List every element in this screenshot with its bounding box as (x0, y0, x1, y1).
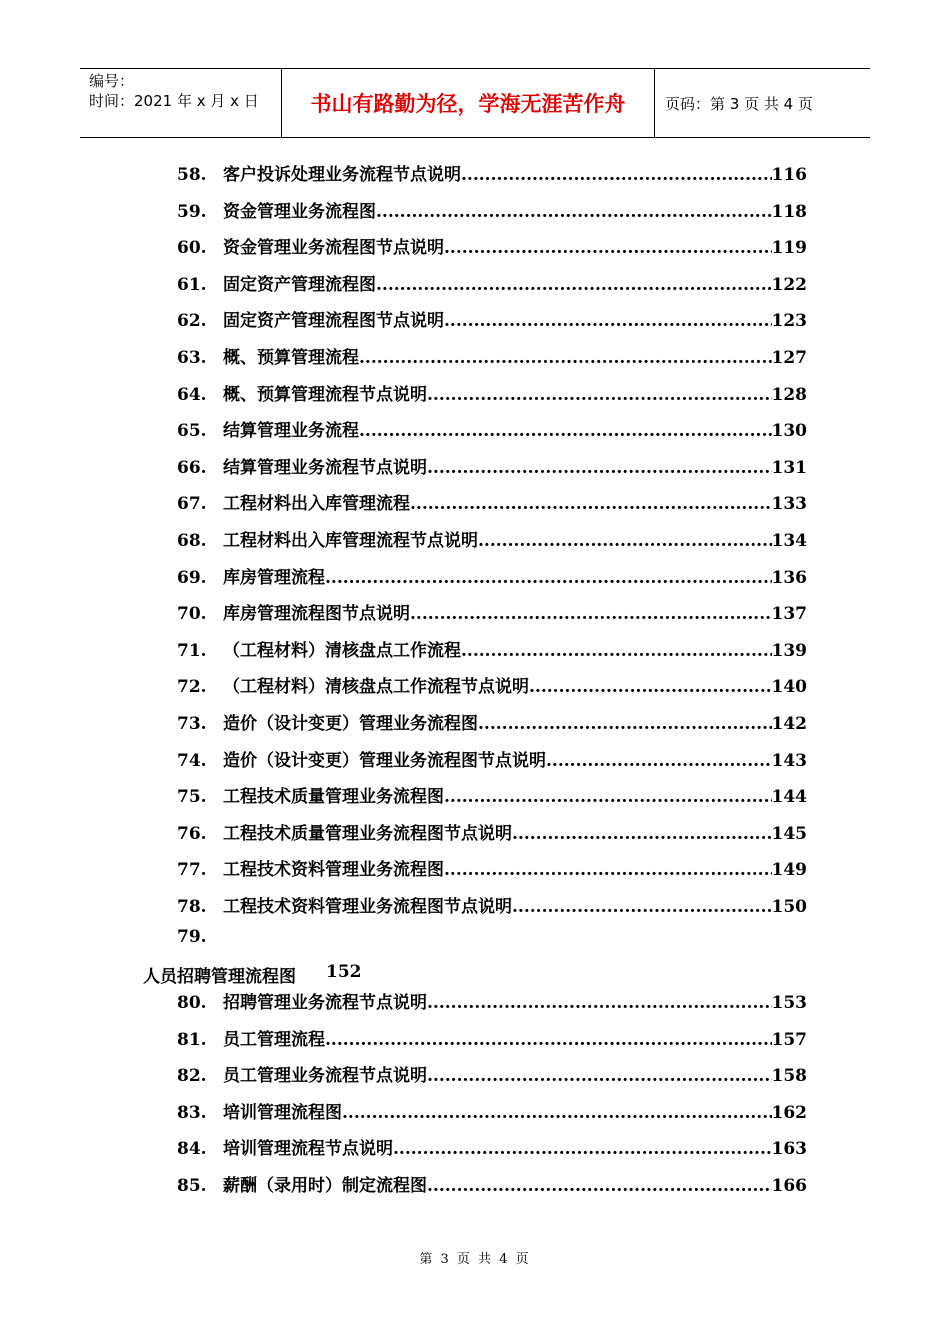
toc-entry-title: 结算管理业务流程节点说明 (223, 457, 427, 478)
toc-entry-title: 工程材料出入库管理流程节点说明 (223, 531, 478, 551)
toc-entry[interactable] (177, 526, 807, 552)
toc-entry-title: 培训管理流程图 (223, 1102, 342, 1123)
toc-entry-title: 人员招聘管理流程图 (143, 967, 296, 987)
toc-entry-title: 概、预算管理流程 (223, 348, 359, 368)
toc-entry-title: （工程材料）清核盘点工作流程 (223, 640, 461, 661)
toc-dot-leader (376, 275, 772, 295)
toc-entry[interactable] (177, 343, 807, 369)
toc-dot-leader (427, 385, 772, 405)
toc-entry[interactable] (177, 306, 807, 332)
toc-entry-number: 69. (177, 567, 207, 588)
toc-entry-page: 152 (326, 962, 362, 982)
toc-entry-number: 63. (177, 348, 207, 368)
toc-entry-title: 培训管理流程节点说明 (223, 1139, 393, 1160)
toc-entry-page: 118 (771, 201, 807, 222)
toc-entry-number: 72. (177, 677, 207, 698)
toc-entry-title: 固定资产管理流程图节点说明 (223, 311, 444, 332)
toc-entry[interactable] (177, 197, 807, 223)
toc-entry-number: 67. (177, 494, 207, 515)
toc-entry-number: 75. (177, 787, 207, 808)
toc-dot-leader (410, 604, 772, 624)
toc-entry-number: 66. (177, 457, 207, 478)
toc-entry[interactable] (177, 709, 807, 735)
toc-dot-leader (393, 1139, 772, 1159)
toc-entry-number: 84. (177, 1139, 207, 1160)
toc-entry-title: 招聘管理业务流程节点说明 (223, 993, 427, 1013)
toc-entry-page: 133 (771, 494, 807, 515)
toc-entry-page: 119 (771, 238, 807, 259)
toc-entry[interactable] (177, 1025, 807, 1051)
toc-entry[interactable] (177, 855, 807, 881)
toc-entry-number: 68. (177, 531, 207, 551)
toc-dot-leader (461, 641, 772, 661)
toc-entry-number: 59. (177, 201, 207, 222)
doc-number-label: 编号： (89, 72, 135, 90)
toc-dot-leader (444, 238, 772, 258)
toc-entry-page: 139 (771, 640, 807, 661)
toc-entry[interactable] (177, 380, 807, 406)
toc-entry-page: 142 (771, 714, 807, 734)
toc-entry-title: 结算管理业务流程 (223, 421, 359, 442)
toc-entry-title: 工程材料出入库管理流程 (223, 494, 410, 515)
toc-entry[interactable] (177, 988, 807, 1014)
toc-dot-leader (529, 677, 772, 697)
toc-entry-page: 166 (771, 1176, 807, 1196)
toc-entry-title: 工程技术质量管理业务流程图 (223, 787, 444, 808)
toc-entry-page: 149 (771, 860, 807, 881)
toc-entry-page: 123 (771, 311, 807, 332)
toc-entry-title: 概、预算管理流程节点说明 (223, 384, 427, 405)
toc-entry-page: 140 (771, 677, 807, 698)
toc-entry-number: 85. (177, 1176, 207, 1196)
toc-entry[interactable] (177, 636, 807, 662)
toc-entry-page: 153 (771, 993, 807, 1013)
toc-entry[interactable] (177, 563, 807, 589)
toc-entry[interactable] (177, 1098, 807, 1124)
toc-dot-leader (546, 751, 772, 771)
toc-entry[interactable] (177, 489, 807, 515)
toc-entry-number: 78. (177, 897, 207, 917)
toc-entry-title: 资金管理业务流程图节点说明 (223, 238, 444, 259)
toc-entry[interactable] (177, 270, 807, 296)
toc-entry-page: 128 (771, 384, 807, 405)
date-line: 时间：2021 年 x 月 x 日 (89, 92, 259, 110)
toc-entry-page: 134 (771, 531, 807, 551)
toc-entry[interactable] (177, 892, 807, 918)
toc-entry-page: 145 (771, 823, 807, 844)
toc-entry[interactable] (177, 1171, 807, 1197)
toc-dot-leader (427, 458, 772, 478)
toc-entry-title: 工程技术质量管理业务流程图节点说明 (223, 823, 512, 844)
toc-entry-page: 143 (771, 750, 807, 771)
toc-entry[interactable] (177, 233, 807, 259)
toc-entry[interactable] (177, 672, 807, 698)
toc-entry-page: 157 (771, 1029, 807, 1050)
toc-entry-page: 163 (771, 1139, 807, 1160)
toc-entry-title: 工程技术资料管理业务流程图 (223, 860, 444, 881)
toc-entry-number: 73. (177, 714, 207, 734)
toc-entry-page: 131 (771, 457, 807, 478)
toc-entry[interactable] (177, 1061, 807, 1087)
toc-orphan-number: 79. (177, 927, 207, 947)
toc-entry-page: 127 (771, 348, 807, 368)
toc-entry-number: 80. (177, 993, 207, 1013)
toc-entry-title: （工程材料）清核盘点工作流程节点说明 (223, 677, 529, 698)
toc-entry-number: 71. (177, 640, 207, 661)
toc-entry-title: 工程技术资料管理业务流程图节点说明 (223, 897, 512, 917)
toc-entry-title: 客户投诉处理业务流程节点说明 (223, 165, 461, 185)
toc-dot-leader (444, 860, 772, 880)
toc-entry-title: 员工管理业务流程节点说明 (223, 1066, 427, 1087)
page-header (80, 68, 870, 138)
toc-dot-leader (478, 531, 772, 551)
toc-entry-number: 83. (177, 1102, 207, 1123)
page-footer: 第 3 页 共 4 页 (419, 1252, 531, 1267)
toc-dot-leader (342, 1103, 772, 1123)
toc-dot-leader (512, 824, 772, 844)
toc-entry-title: 固定资产管理流程图 (223, 274, 376, 295)
toc-dot-leader (410, 494, 772, 514)
toc-entry-number: 76. (177, 823, 207, 844)
toc-dot-leader (359, 421, 772, 441)
toc-entry-title: 库房管理流程 (223, 567, 325, 588)
toc-dot-leader (427, 1176, 772, 1196)
toc-entry-page: 137 (771, 604, 807, 625)
toc-dot-leader (359, 348, 772, 368)
toc-dot-leader (461, 165, 772, 185)
toc-entry[interactable] (177, 782, 807, 808)
toc-entry-number: 62. (177, 311, 207, 332)
toc-entry-number: 82. (177, 1066, 207, 1087)
toc-orphan-entry (143, 962, 362, 987)
toc-entry-number: 70. (177, 604, 207, 625)
toc-entry[interactable] (177, 1134, 807, 1160)
toc-entry[interactable] (177, 453, 807, 479)
toc-entry-page: 130 (771, 421, 807, 442)
toc-entry-title: 库房管理流程图节点说明 (223, 604, 410, 625)
toc-dot-leader (376, 202, 772, 222)
toc-entry-number: 58. (177, 165, 207, 185)
toc-entry-title: 员工管理流程 (223, 1029, 325, 1050)
toc-entry-page: 150 (771, 897, 807, 917)
toc-entry[interactable] (177, 160, 807, 186)
toc-entry-number: 64. (177, 384, 207, 405)
toc-entry-page: 136 (771, 567, 807, 588)
toc-dot-leader (427, 993, 772, 1013)
toc-entry-number: 74. (177, 750, 207, 771)
toc-dot-leader (325, 568, 772, 588)
toc-entry-number: 61. (177, 274, 207, 295)
toc-entry-page: 116 (771, 165, 807, 185)
toc-dot-leader (512, 897, 772, 917)
toc-entry-title: 造价（设计变更）管理业务流程图节点说明 (223, 750, 546, 771)
toc-entry-number: 60. (177, 238, 207, 259)
toc-entry[interactable] (177, 746, 807, 772)
toc-entry-title: 薪酬（录用时）制定流程图 (223, 1176, 427, 1196)
toc-dot-leader (444, 787, 772, 807)
toc-entry-page: 122 (771, 274, 807, 295)
toc-entry-number: 77. (177, 860, 207, 881)
toc-dot-leader (444, 311, 772, 331)
toc-entry-title: 造价（设计变更）管理业务流程图 (223, 714, 478, 734)
toc-entry-page: 158 (771, 1066, 807, 1087)
toc-dot-leader (478, 714, 772, 734)
toc-entry[interactable] (177, 416, 807, 442)
toc-dot-leader (427, 1066, 772, 1086)
toc-entry-page: 162 (771, 1102, 807, 1123)
toc-entry-number: 81. (177, 1029, 207, 1050)
header-motto: 书山有路勤为径，学海无涯苦作舟 (282, 69, 655, 137)
toc-entry[interactable] (177, 599, 807, 625)
toc-entry[interactable] (177, 819, 807, 845)
toc-dot-leader (325, 1030, 772, 1050)
header-page-info: 页码：第 3 页 共 4 页 (665, 94, 813, 113)
header-meta (80, 69, 282, 137)
toc-entry-number: 65. (177, 421, 207, 442)
toc-entry-page: 144 (771, 787, 807, 808)
toc-entry-title: 资金管理业务流程图 (223, 201, 376, 222)
